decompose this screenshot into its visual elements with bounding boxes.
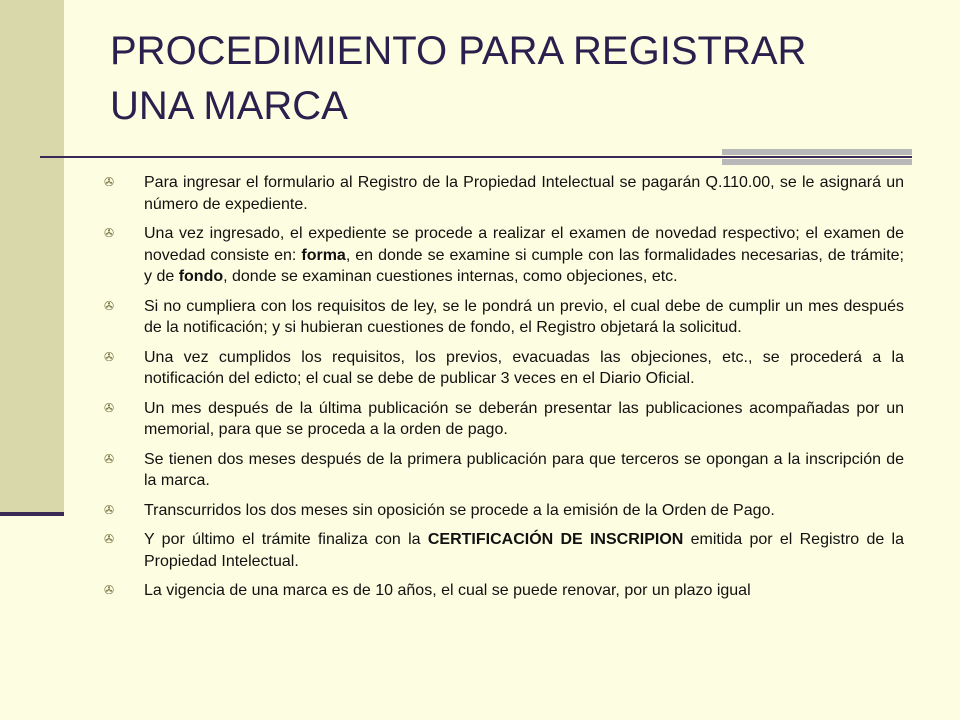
item-text: Si no cumpliera con los requisitos de ley, se le pondrá un previo, el cual debe de cumplir un mes después de la notificación; y si hubieran cuestiones de fondo, el Registro objetará la solicitud. — [144, 297, 904, 336]
item-text: Y por último el trámite finaliza con la — [144, 531, 428, 548]
bullet-glyph-icon: ✇ — [104, 298, 115, 313]
title-divider — [40, 156, 912, 158]
item-text-bold: forma — [301, 246, 346, 264]
item-text-bold: CERTIFICACIÓN DE INSCRIPION — [427, 531, 684, 548]
list-item — [104, 223, 904, 288]
item-text: Un mes después de la última publicación se deberán presentar las publicaciones acompañadas por un memorial, para que se proceda a la orden de pago. — [144, 399, 904, 438]
item-text: Una vez cumplidos los requisitos, los previos, evacuadas las objeciones, etc., se procederá a la notificación del edicto; el cual se debe de publicar 3 veces en el Diario Oficial. — [144, 348, 904, 387]
list-item — [104, 398, 904, 441]
bullet-glyph-icon: ✇ — [104, 583, 115, 597]
bullet-glyph-icon: ✇ — [104, 502, 115, 517]
divider-accent-bottom — [722, 159, 912, 165]
slide-title — [110, 24, 910, 134]
item-text: Transcurridos los dos meses sin oposición se procede a la emisión de la Orden de Pago. — [144, 501, 775, 519]
bullet-glyph-icon: ✇ — [104, 349, 115, 364]
title-line-2: UNA MARCA — [110, 84, 348, 128]
bullet-glyph-icon: ✇ — [104, 451, 115, 466]
left-sidebar-bar — [0, 0, 64, 512]
bullet-glyph-icon: ✇ — [104, 175, 115, 189]
list-item — [104, 580, 904, 602]
item-text: Una vez ingresado, el expediente se procede a realizar el examen de novedad respectivo; el examen de novedad consiste en: — [144, 225, 904, 264]
list-item — [104, 449, 904, 492]
bullet-glyph-icon: ✇ — [104, 226, 115, 240]
sidebar-underline — [0, 512, 64, 516]
bullet-glyph-icon: ✇ — [104, 532, 115, 546]
item-text-bold: fondo — [178, 268, 224, 285]
item-text: emitida por el Registro de la Propiedad Intelectual. — [144, 531, 905, 570]
item-text: Para ingresar el formulario al Registro de la Propiedad Intelectual se pagarán Q.110.00, se le asignará un número de expediente. — [144, 174, 904, 213]
title-line-1: PROCEDIMIENTO PARA REGISTRAR — [110, 29, 807, 73]
list-item — [104, 347, 904, 390]
list-item — [104, 172, 904, 215]
item-text: , donde se examinan cuestiones internas, como objeciones, etc. — [223, 268, 678, 285]
bullet-glyph-icon: ✇ — [104, 400, 115, 415]
item-text: , en donde se examine si cumple con las formalidades necesarias, de trámite; y de — [144, 246, 904, 285]
divider-accent-top — [722, 149, 912, 155]
list-item — [104, 296, 904, 339]
item-text: La vigencia de una marca es de 10 años, el cual se puede renovar, por un plazo igual — [144, 582, 751, 599]
procedure-list — [104, 172, 904, 610]
list-item — [104, 500, 904, 522]
item-text: Se tienen dos meses después de la primera publicación para que terceros se opongan a la inscripción de la marca. — [144, 450, 904, 489]
list-item — [104, 529, 904, 572]
